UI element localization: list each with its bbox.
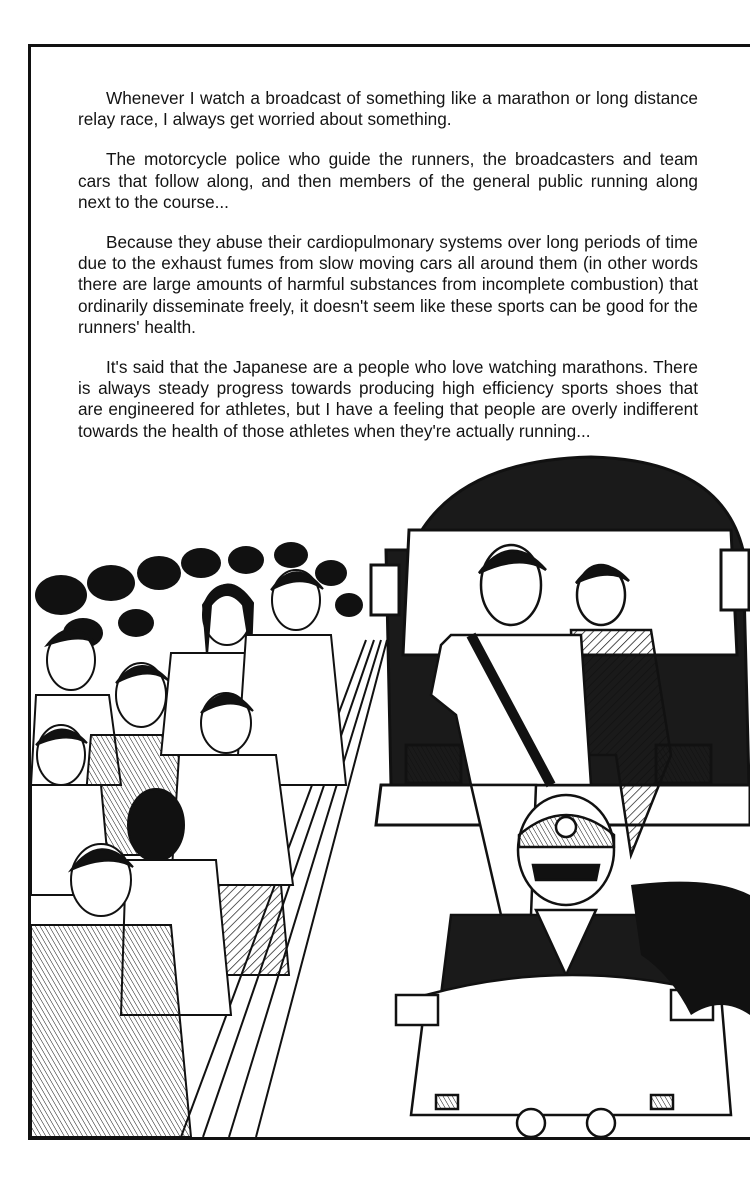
- spectator-crowd: [31, 570, 346, 1137]
- essay-paragraph-2: The motorcycle police who guide the runners, the broadcasters and team cars that follow along, and then members of the general public running along next to the course...: [78, 149, 698, 212]
- essay-paragraph-3: Because they abuse their cardiopulmonary systems over long periods of time due to the exhaust fumes from slow moving cars all around them (in other words there are large amounts of harmful substances from incomplete combustion) that ordinarily disseminate freely, it doesn't seem like these sports can be good for the runners' health.: [78, 232, 698, 337]
- essay-text: [78, 88, 698, 461]
- marathon-illustration: [31, 455, 750, 1137]
- essay-paragraph-4: It's said that the Japanese are a people who love watching marathons. There is always steady progress towards producing high efficiency sports shoes that are engineered for athletes, but I have a feeling that people are overly indifferent towards the health of those athletes when they're actually running...: [78, 357, 698, 441]
- marathon-scene-svg: [31, 455, 750, 1137]
- essay-paragraph-1: Whenever I watch a broadcast of something like a marathon or long distance relay race, I always get worried about something.: [78, 88, 698, 130]
